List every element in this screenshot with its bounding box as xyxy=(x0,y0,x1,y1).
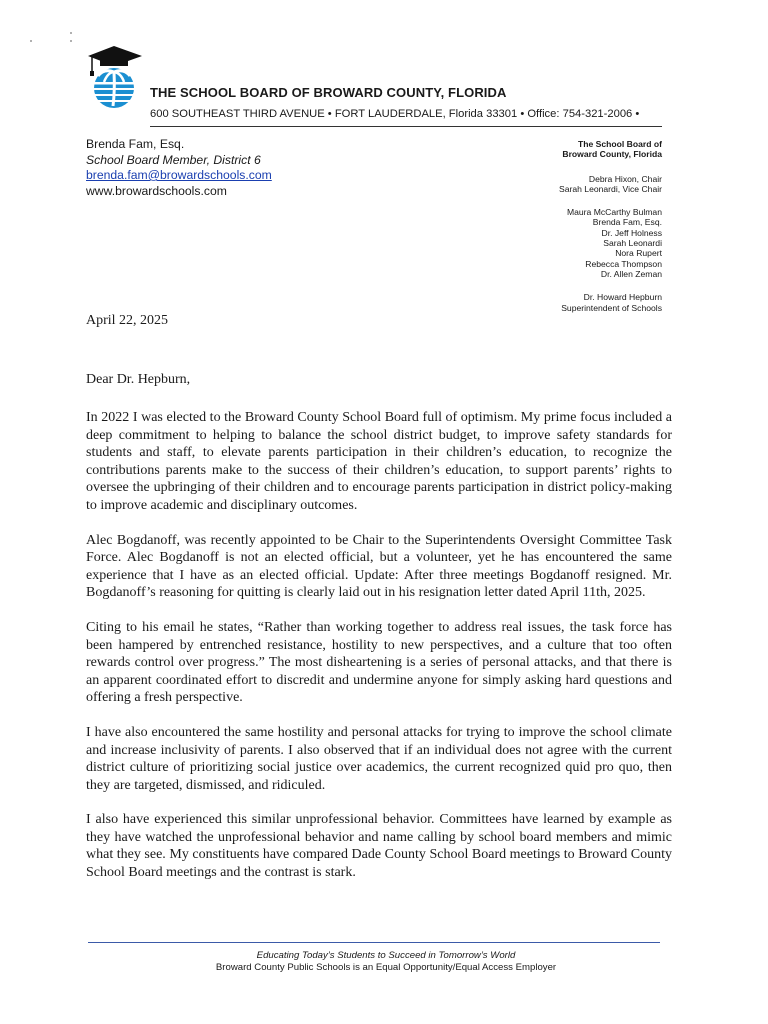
letter-body xyxy=(86,409,672,899)
superintendent-title: Superintendent of Schools xyxy=(561,302,662,313)
board-member: Maura McCarthy Bulman xyxy=(566,207,662,218)
board-heading-line1: The School Board of xyxy=(577,139,662,149)
footer-notice: Broward County Public Schools is an Equal Opportunity/Equal Access Employer xyxy=(215,962,557,973)
letter-paragraph: Alec Bogdanoff, was recently appointed to be Chair to the Superintendents Oversight Committee Task Force. Alec Bogdanoff is not an elected official, but a volunteer, yet he has encountered the same experience that I have as an elected official. Update: After three meetings Bogdanoff resigned. Mr. Bogdanoff’s reasoning for quitting is clearly laid out in his resignation letter dated April 11th, 2025. xyxy=(86,532,672,601)
sender-email-link[interactable]: brenda.fam@browardschools.com xyxy=(86,168,272,182)
board-member: Dr. Jeff Holness xyxy=(601,227,662,238)
board-member: Dr. Allen Zeman xyxy=(600,268,662,279)
sender-block xyxy=(86,137,272,199)
board-chair: Debra Hixon, Chair xyxy=(588,173,662,184)
board-vice-chair: Sarah Leonardi, Vice Chair xyxy=(558,183,662,194)
scan-speck xyxy=(70,40,72,42)
letter-greeting: Dear Dr. Hepburn, xyxy=(86,372,191,387)
letter-paragraph: In 2022 I was elected to the Broward County School Board full of optimism. My prime focus included a deep commitment to helping to balance the school district budget, to improve safety standards for students and staff, to elevate parents participation in their children’s education, to recognize the contributions parents make to the success of their children’s education, to support parents’ rights to oversee the upbringing of their children and to encourage parents participation in district policy-making to improve academic and disciplinary outcomes. xyxy=(86,410,672,513)
board-member: Brenda Fam, Esq. xyxy=(592,217,662,228)
scan-speck xyxy=(30,40,32,42)
footer xyxy=(88,950,684,974)
school-board-logo xyxy=(84,42,146,112)
sender-website: www.browardschools.com xyxy=(86,183,227,198)
board-member: Nora Rupert xyxy=(615,248,662,259)
board-heading-line2: Broward County, Florida xyxy=(562,149,662,160)
letter-paragraph: I also have experienced this similar unprofessional behavior. Committees have learned by example as they have watched the unprofessional behavior and name calling by school board members and mimic what they see. My constituents have compared Dade County School Board meetings to Broward County School Board meetings and the contrast is stark. xyxy=(86,812,672,881)
org-title: THE SCHOOL BOARD OF BROWARD COUNTY, FLORIDA xyxy=(150,85,507,100)
board-member: Sarah Leonardi xyxy=(603,238,662,249)
superintendent-name: Dr. Howard Hepburn xyxy=(583,292,662,303)
board-member: Rebecca Thompson xyxy=(585,258,662,269)
org-address: 600 SOUTHEAST THIRD AVENUE • FORT LAUDERDALE, Florida 33301 • Office: 754-321-2006 • xyxy=(150,108,640,120)
letter-paragraph: I have also encountered the same hostility and personal attacks for trying to improve the school climate and increase inclusivity of parents. I also observed that if an individual does not agree with the current district culture of prioritizing social justice over academics, the current recognized quid pro quo, then they are targeted, dismissed, and ridiculed. xyxy=(86,724,672,793)
letter-paragraph: Citing to his email he states, “Rather than working together to address real issues, the task force has been hampered by entrenched resistance, hostility to new perspectives, and a culture that too often rewards control over progress.” The most disheartening is a series of personal attacks, and that there is an apparent coordinated effort to discredit and undermine anyone for simply asking hard questions and offering a fresh perspective. xyxy=(86,619,672,706)
letter-date: April 22, 2025 xyxy=(86,313,169,328)
sender-role: School Board Member, District 6 xyxy=(86,152,261,167)
footer-divider xyxy=(88,942,660,943)
header-divider xyxy=(150,126,662,127)
sender-name: Brenda Fam, Esq. xyxy=(86,137,185,151)
scan-speck xyxy=(70,32,72,34)
footer-slogan: Educating Today’s Students to Succeed in Tomorrow’s World xyxy=(256,950,516,961)
board-roster xyxy=(559,139,662,313)
